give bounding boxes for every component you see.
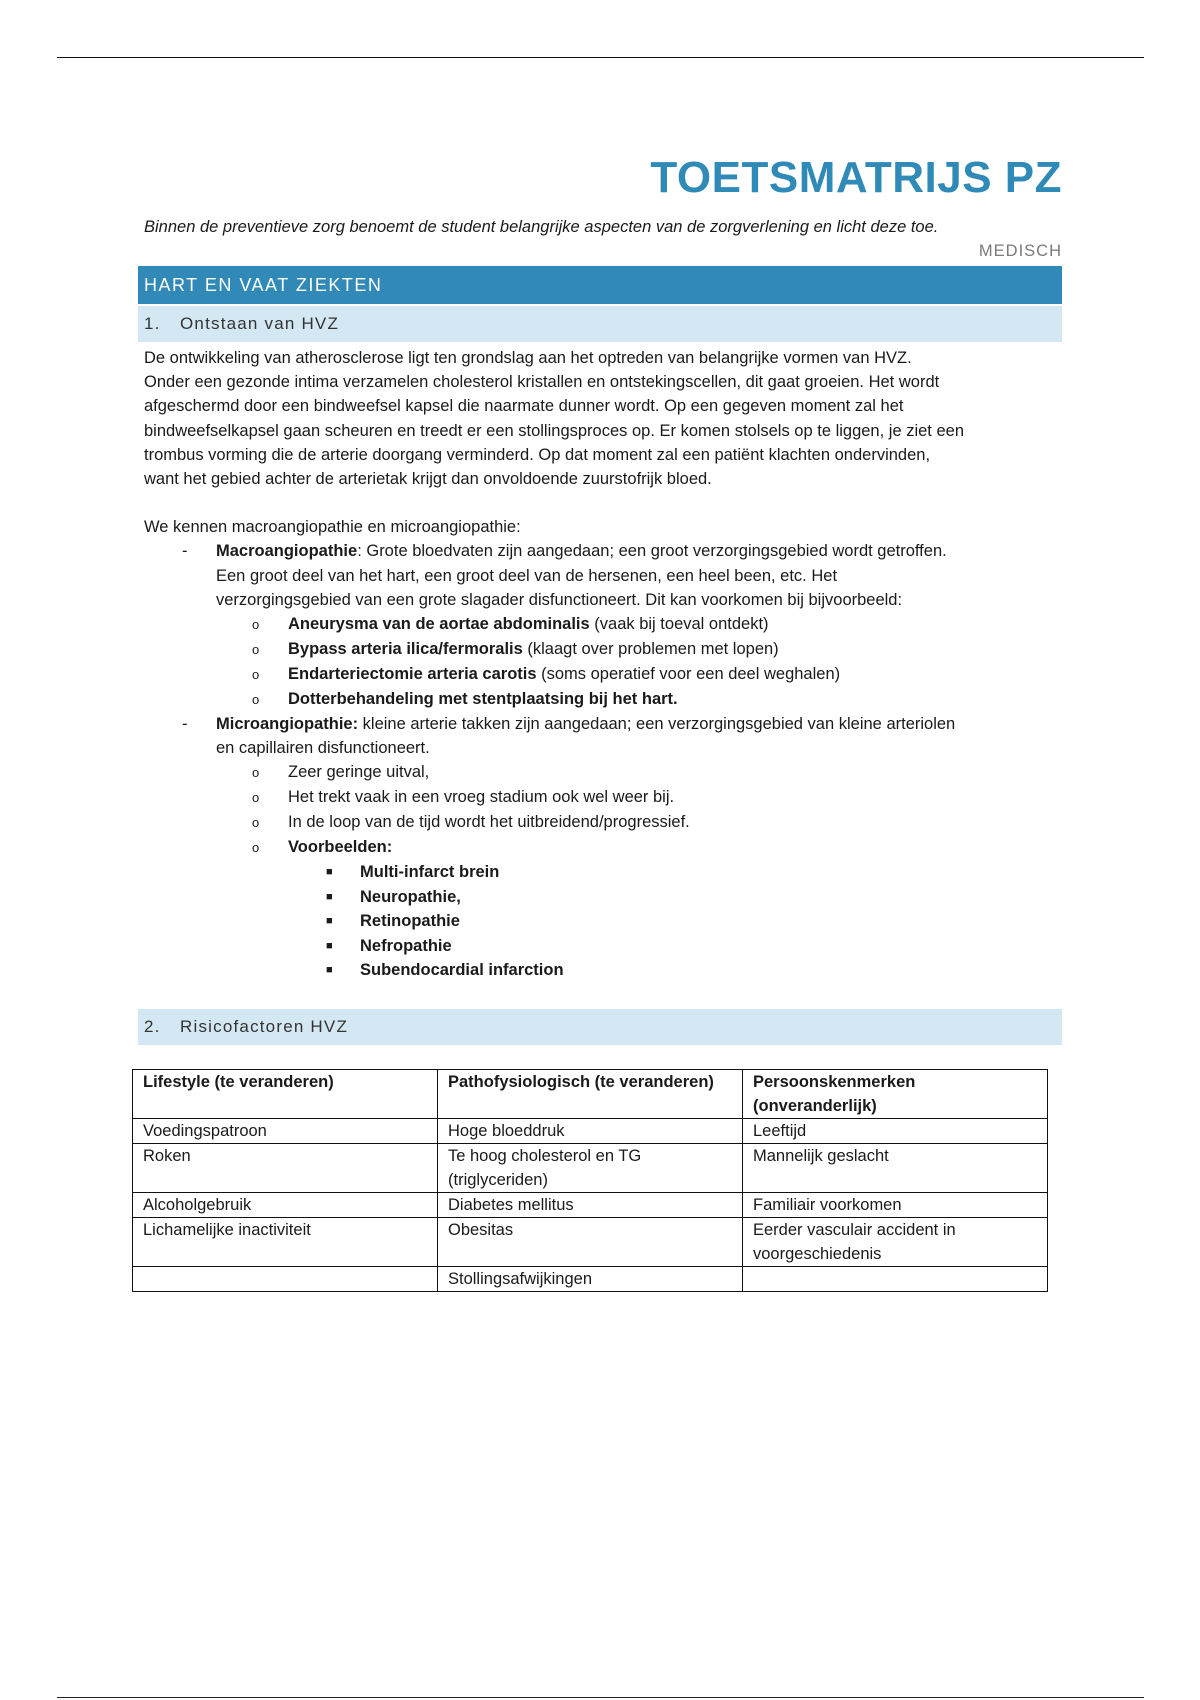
circle-bullet: o — [252, 692, 260, 708]
example-item: ■ Retinopathie — [138, 909, 1062, 934]
example-item: ■ Neuropathie, — [138, 885, 1062, 910]
document-body — [138, 150, 1062, 1292]
subsection-number: 2. — [144, 1016, 161, 1036]
table-row — [133, 1143, 1048, 1192]
list-item-macro: - Macroangiopathie: Grote bloedvaten zijn aangedaan; een groot verzorgingsgebied wordt getroffen. Een groot deel van het hart, een groot deel van de hersenen, een heel been, etc. Het verzorgingsgebied van een grote slagader disfunctioneert. Dit kan voorkomen bij bijvoorbeeld: — [138, 539, 1062, 612]
list-item: o Voorbeelden: — [138, 835, 1062, 860]
list-item: o Het trekt vaak in een vroeg stadium ook wel weer bij. — [138, 785, 1062, 810]
intro-paragraph — [138, 346, 1062, 539]
paragraph-line: afgeschermd door een bindweefsel kapsel die naarmate dunner wordt. Op een gegeven moment zal het — [144, 397, 904, 416]
list-item: o Zeer geringe uitval, — [138, 760, 1062, 785]
dash-bullet: - — [182, 542, 188, 561]
paragraph-line: trombus vorming die de arterie doorgang verminderd. Op dat moment zal een patiënt klachten ondervinden, — [144, 445, 931, 464]
paragraph-line: De ontwikkeling van atherosclerose ligt ten grondslag aan het optreden van belangrijke vormen van HVZ. — [144, 349, 912, 367]
list-item-micro: - Microangiopathie: kleine arterie takken zijn aangedaan; een verzorgingsgebied van kleine arteriolen en capillairen disfunctioneert. — [138, 712, 1062, 760]
paragraph-line: Onder een gezonde intima verzamelen cholesterol kristallen en ontstekingscellen, dit gaat groeien. Het wordt — [144, 373, 940, 392]
table-cell: Voedingspatroon — [133, 1118, 438, 1143]
circle-bullet: o — [252, 815, 260, 831]
dash-bullet: - — [182, 715, 188, 734]
circle-bullet: o — [252, 667, 260, 683]
table-cell: Hoge bloeddruk — [438, 1118, 743, 1143]
table-cell: Roken — [133, 1143, 438, 1192]
table-cell: Mannelijk geslacht — [743, 1143, 1048, 1192]
list-item: o Endarteriectomie arteria carotis (soms operatief voor een deel weghalen) — [138, 662, 1062, 687]
subsection-number: 1. — [144, 314, 161, 333]
list-item: o Aneurysma van de aortae abdominalis (vaak bij toeval ontdekt) — [138, 612, 1062, 637]
subsection-title: Ontstaan van HVZ — [180, 314, 340, 333]
subsection-heading-1 — [138, 306, 1062, 342]
circle-bullet: o — [252, 617, 260, 633]
paragraph-line: bindweefselkapsel gaan scheuren en treedt er een stollingsproces op. Er komen stolsels op te liggen, je ziet een — [144, 421, 964, 440]
table-cell: Leeftijd — [743, 1118, 1048, 1143]
example-item: ■ Multi-infarct brein — [138, 860, 1062, 885]
square-bullet: ■ — [326, 890, 333, 903]
subsection-heading-2 — [138, 1009, 1062, 1045]
table-cell: Diabetes mellitus — [438, 1192, 743, 1217]
list-item: o Dotterbehandeling met stentplaatsing bij het hart. — [138, 687, 1062, 712]
table-row — [133, 1118, 1048, 1143]
table-row — [133, 1266, 1048, 1291]
circle-bullet: o — [252, 642, 260, 658]
subsection-title: Risicofactoren HVZ — [180, 1016, 349, 1036]
list-item: o Bypass arteria ilica/fermoralis (klaagt over problemen met lopen) — [138, 637, 1062, 662]
square-bullet: ■ — [326, 964, 333, 977]
square-bullet: ■ — [326, 915, 333, 928]
table-row — [133, 1217, 1048, 1266]
table-cell — [743, 1266, 1048, 1291]
table-header-row — [133, 1069, 1048, 1118]
circle-bullet: o — [252, 765, 260, 781]
paragraph-line: want het gebied achter de arterietak krijgt dan onvoldoende zuurstofrijk bloed. — [144, 470, 712, 489]
risk-factors-table — [132, 1069, 1048, 1292]
table-cell: Alcoholgebruik — [133, 1192, 438, 1217]
square-bullet: ■ — [326, 866, 333, 879]
column-header: Pathofysiologisch (te veranderen) — [438, 1069, 743, 1118]
example-item: ■ Nefropathie — [138, 934, 1062, 959]
table-cell — [133, 1266, 438, 1291]
table-row — [133, 1192, 1048, 1217]
table-cell: Te hoog cholesterol en TG (triglyceriden) — [438, 1143, 743, 1192]
list-item: o In de loop van de tijd wordt het uitbreidend/progressief. — [138, 810, 1062, 835]
table-cell: Stollingsafwijkingen — [438, 1266, 743, 1291]
table-cell: Obesitas — [438, 1217, 743, 1266]
circle-bullet: o — [252, 840, 260, 856]
document-title: TOETSMATRIJS PZ — [650, 153, 1062, 202]
table-cell: Familiair voorkomen — [743, 1192, 1048, 1217]
section-heading: HART EN VAAT ZIEKTEN — [138, 266, 1062, 304]
table-cell: Lichamelijke inactiviteit — [133, 1217, 438, 1266]
column-header: Lifestyle (te veranderen) — [133, 1069, 438, 1118]
example-item: ■ Subendocardial infarction — [138, 958, 1062, 983]
term-micro: Microangiopathie: — [216, 715, 359, 734]
types-intro: We kennen macroangiopathie en microangiopathie: — [144, 518, 521, 537]
header-rule — [57, 57, 1144, 58]
table-cell: Eerder vasculair accident in voorgeschiedenis — [743, 1217, 1048, 1266]
document-subtitle: Binnen de preventieve zorg benoemt de student belangrijke aspecten van de zorgverlening en licht deze toe. — [144, 218, 939, 236]
term-macro: Macroangiopathie — [216, 542, 358, 561]
category-label: MEDISCH — [978, 242, 1062, 260]
circle-bullet: o — [252, 790, 260, 806]
footer-rule — [57, 1697, 1144, 1698]
column-header: Persoonskenmerken (onveranderlijk) — [743, 1069, 1048, 1118]
square-bullet: ■ — [326, 939, 333, 952]
